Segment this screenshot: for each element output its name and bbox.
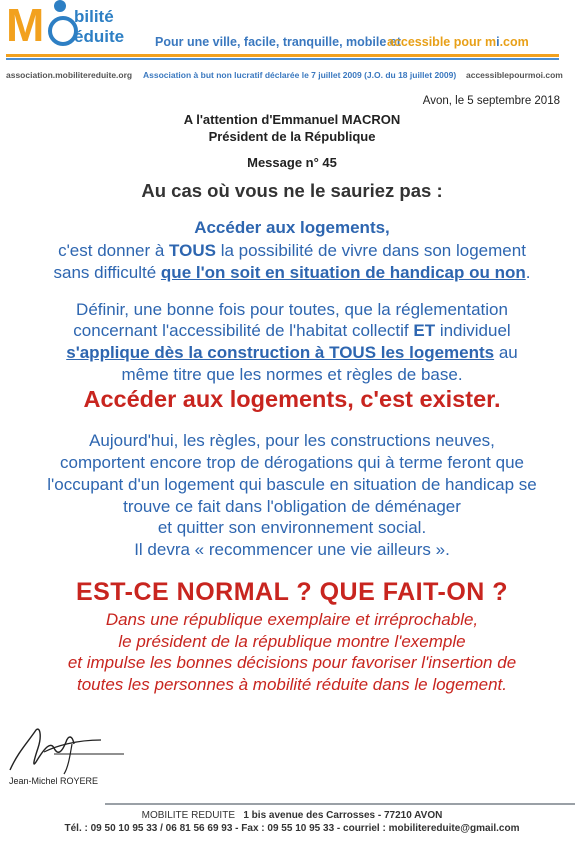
p3-line: trouve ce fait dans l'obligation de déménager — [123, 497, 461, 516]
p2-line2: concernant l'accessibilité de l'habitat collectif ET individuel — [73, 321, 511, 340]
website-link[interactable]: association.mobilitereduite.org — [6, 70, 133, 80]
signature-name: Jean-Michel ROYERE — [9, 776, 99, 786]
attention-line: A l'attention d'Emmanuel MACRON — [183, 112, 401, 127]
recipient-title: Président de la République — [208, 129, 376, 144]
p3-line: et quitter son environnement social. — [157, 518, 427, 537]
p3-line: comportent encore trop de dérogations qui à terme feront que — [59, 453, 524, 472]
association-info: Association à but non lucratif déclarée le 7 juillet 2009 (J.O. du 18 juillet 2009) — [143, 70, 457, 80]
p1-line1: Accéder aux logements, — [194, 218, 390, 237]
p1-line2: c'est donner à TOUS la possibilité de vivre dans son logement — [58, 241, 526, 260]
p3-line: Il devra « recommencer une vie ailleurs ». — [134, 540, 450, 559]
footer-divider — [105, 803, 575, 805]
headline: Au cas où vous ne le sauriez pas : — [141, 180, 443, 201]
emphasis-statement: Accéder aux logements, c'est exister. — [83, 386, 501, 412]
logo-text-reduite: éduite — [74, 27, 125, 46]
logo-text-bilite: bilité — [74, 7, 114, 26]
footer-address: MOBILITE REDUITE 1 bis avenue des Carrosses - 77210 AVON — [141, 810, 443, 821]
closing-line: toutes les personnes à mobilité réduite dans le logement. — [77, 675, 507, 694]
letter-date: Avon, le 5 septembre 2018 — [422, 95, 560, 107]
header-divider-blue — [6, 58, 559, 60]
slogan-accent: accessible pour mi.com — [387, 35, 529, 49]
closing-line: et impulse les bonnes décisions pour favoriser l'insertion de — [67, 653, 517, 672]
logo-letter-m: M — [6, 0, 43, 51]
message-number: Message n° 45 — [247, 155, 337, 170]
p1-line3: sans difficulté que l'on soit en situation de handicap ou non. — [53, 263, 531, 282]
closing-line: Dans une république exemplaire et irréprochable, — [105, 610, 479, 629]
p2-line4: même titre que les normes et règles de base. — [121, 365, 463, 384]
slogan: Pour une ville, facile, tranquille, mobile et — [155, 35, 401, 49]
p3-line: l'occupant d'un logement qui bascule en situation de handicap se — [47, 475, 537, 494]
p3-line: Aujourd'hui, les règles, pour les constructions neuves, — [89, 431, 495, 450]
website2-link[interactable]: accessiblepourmoi.com — [466, 70, 563, 80]
closing-line: le président de la république montre l'exemple — [118, 632, 466, 651]
logo-person-head-icon — [54, 0, 66, 12]
p2-line1: Définir, une bonne fois pour toutes, que la réglementation — [76, 300, 508, 319]
p2-line3: s'applique dès la construction à TOUS les logements au — [66, 343, 518, 362]
question-heading: EST-CE NORMAL ? QUE FAIT-ON ? — [75, 578, 509, 606]
header-divider-orange — [6, 54, 559, 57]
handwritten-signature — [6, 722, 136, 778]
footer-contact: Tél. : 09 50 10 95 33 / 06 81 56 69 93 - Fax : 09 55 10 95 33 - courriel : mobilitereduite@gmail.com — [64, 823, 520, 834]
